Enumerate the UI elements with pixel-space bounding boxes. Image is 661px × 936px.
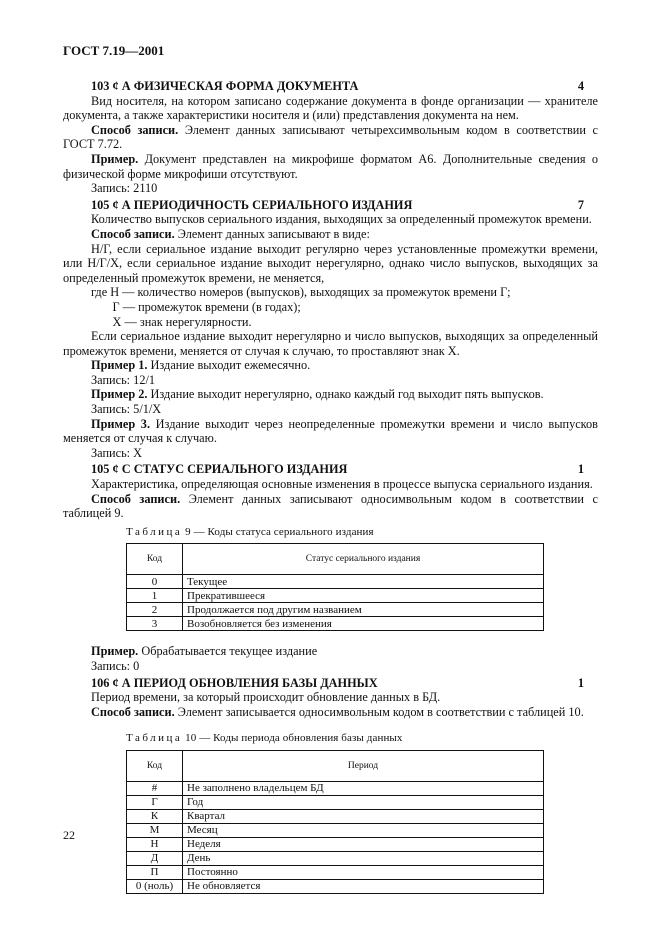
paragraph: Если сериальное издание выходит нерегулярно и число выпусков, выходящих за определенный промежуток времени, меняется от случая к случаю, то проставляют знак Х.: [63, 329, 598, 358]
caption-text: 9 — Коды статуса сериального издания: [182, 525, 374, 538]
page-number: 22: [63, 828, 75, 842]
value-cell: Текущее: [183, 575, 544, 589]
paragraph-text: Издание выходит ежемесячно.: [147, 358, 311, 373]
value-cell: Не заполнено владельцем БД: [183, 781, 544, 795]
code-cell: Д: [127, 851, 183, 865]
record-line: Запись: 2110: [91, 181, 158, 196]
section-title: 105 ¢ С СТАТУС СЕРИАЛЬНОГО ИЗДАНИЯ: [91, 462, 348, 477]
section-105c-heading: [63, 462, 598, 477]
paragraph-text: Документ представлен на микрофише форматом А6. Дополнительные сведения о физической форме микрофиши отсутствуют.: [63, 151, 598, 181]
table-row: [127, 795, 544, 809]
code-cell: К: [127, 809, 183, 823]
paragraph: Характеристика, определяющая основные изменения в процессе выпуска сериального издания.: [91, 477, 593, 492]
lead-term: Пример.: [91, 151, 139, 166]
code-cell: #: [127, 781, 183, 795]
paragraph: [63, 227, 598, 242]
section-title: 103 ¢ А ФИЗИЧЕСКАЯ ФОРМА ДОКУМЕНТА: [91, 79, 359, 93]
code-cell: Н: [127, 837, 183, 851]
value-cell: Постоянно: [183, 865, 544, 879]
code-cell: 3: [127, 617, 183, 631]
table-row: [127, 823, 544, 837]
paragraph: Количество выпусков сериального издания, выходящих за определенный промежуток времени.: [91, 212, 592, 227]
value-cell: Месяц: [183, 823, 544, 837]
value-cell: Квартал: [183, 809, 544, 823]
paragraph: [63, 705, 598, 720]
lead-term: Пример 2.: [91, 387, 148, 402]
paragraph: Период времени, за который происходит обновление данных в БД.: [91, 690, 441, 705]
section-length: 1: [577, 675, 584, 690]
legend-line: где Н — количество номеров (выпусков), выходящих за промежуток времени Г;: [91, 285, 511, 300]
paragraph: Н/Г, если сериальное издание выходит регулярно через установленные промежутки времени, или Н/Г/Х, если сериальное издание выходит нерегулярно, однако число выпусков, выходящих за определенный промежуток времени, не меняется,: [63, 241, 598, 285]
code-cell: 0 (ноль): [127, 879, 183, 893]
section-length: 7: [577, 197, 584, 212]
code-cell: Г: [127, 795, 183, 809]
table-row: [127, 575, 544, 589]
paragraph-text: Издание выходит через неопределенные промежутки времени и число выпусков меняется от случая к случаю.: [63, 416, 598, 446]
column-header-status: Статус сериального издания: [183, 544, 544, 575]
paragraph-text: Элемент данных записывают в виде:: [174, 226, 370, 241]
paragraph: [63, 123, 598, 152]
lead-term: Способ записи.: [91, 226, 175, 241]
code-cell: П: [127, 865, 183, 879]
table-row: [127, 837, 544, 851]
value-cell: Год: [183, 795, 544, 809]
section-title: 106 ¢ А ПЕРИОД ОБНОВЛЕНИЯ БАЗЫ ДАННЫХ: [91, 675, 378, 690]
code-cell: М: [127, 823, 183, 837]
table-10-caption: [126, 731, 598, 746]
lead-term: Способ записи.: [91, 491, 181, 506]
table-row: [127, 781, 544, 795]
page-content: [63, 77, 598, 894]
section-length: 1: [577, 462, 584, 477]
value-cell: Не обновляется: [183, 879, 544, 893]
table-9: [126, 543, 544, 631]
paragraph-text: Обрабатывается текущее издание: [138, 644, 318, 659]
column-header-period: Период: [183, 750, 544, 781]
record-line: Запись: 12/1: [91, 372, 156, 387]
value-cell: Неделя: [183, 837, 544, 851]
caption-text: 10 — Коды периода обновления базы данных: [182, 732, 403, 745]
paragraph-text: Элемент записывается односимвольным кодом в соответствии с таблицей 10.: [174, 704, 584, 719]
section-title: 105 ¢ А ПЕРИОДИЧНОСТЬ СЕРИАЛЬНОГО ИЗДАНИЯ: [91, 197, 413, 212]
code-cell: 1: [127, 589, 183, 603]
table-10: [126, 750, 544, 894]
record-line: Запись: 5/1/Х: [91, 402, 162, 417]
column-header-code: Код: [127, 544, 183, 575]
paragraph-text: Элемент данных записывают четырехсимвольным кодом в соответствии с ГОСТ 7.72.: [63, 122, 598, 152]
value-cell: Продолжается под другим названием: [183, 603, 544, 617]
record-line: Запись: Х: [91, 445, 143, 460]
lead-term: Пример.: [91, 644, 139, 659]
code-cell: 0: [127, 575, 183, 589]
value-cell: День: [183, 851, 544, 865]
section-106-heading: [63, 676, 598, 691]
code-cell: 2: [127, 603, 183, 617]
column-header-code: Код: [127, 750, 183, 781]
table-header-row: [127, 750, 544, 781]
section-length: 4: [577, 79, 584, 93]
lead-term: Пример 1.: [91, 358, 148, 373]
caption-word: Таблица: [126, 525, 183, 538]
table-9-caption: [126, 525, 598, 540]
paragraph: [63, 417, 598, 446]
lead-term: Способ записи.: [91, 704, 175, 719]
table-header-row: [127, 544, 544, 575]
table-row: [127, 851, 544, 865]
section-103-heading: [63, 79, 598, 94]
value-cell: Возобновляется без изменения: [183, 617, 544, 631]
table-row: [127, 879, 544, 893]
paragraph: [63, 644, 598, 659]
table-row: [127, 809, 544, 823]
paragraph: [63, 387, 598, 402]
paragraph: [63, 492, 598, 521]
legend-line: Г — промежуток времени (в годах);: [91, 299, 301, 314]
paragraph: [63, 358, 598, 373]
table-row: [127, 865, 544, 879]
paragraph-text: Элемент данных записывают односимвольным кодом в соответствии с таблицей 9.: [63, 491, 598, 521]
paragraph: Вид носителя, на котором записано содержание документа в фонде организации — хранителе документа, а также характеристики носителя и (или) представления документа на нем.: [63, 93, 598, 123]
lead-term: Способ записи.: [91, 122, 179, 137]
paragraph-text: Издание выходит нерегулярно, однако каждый год выходит пять выпусков.: [147, 387, 544, 402]
table-row: [127, 603, 544, 617]
section-105a-heading: [63, 198, 598, 213]
paragraph: [63, 152, 598, 181]
record-line: Запись: 0: [91, 659, 140, 673]
caption-word: Таблица: [126, 732, 183, 745]
table-row: [127, 617, 544, 631]
running-header: ГОСТ 7.19—2001: [63, 43, 165, 58]
value-cell: Прекратившееся: [183, 589, 544, 603]
lead-term: Пример 3.: [91, 416, 151, 431]
table-row: [127, 589, 544, 603]
legend-line: Х — знак нерегулярности.: [91, 314, 252, 329]
